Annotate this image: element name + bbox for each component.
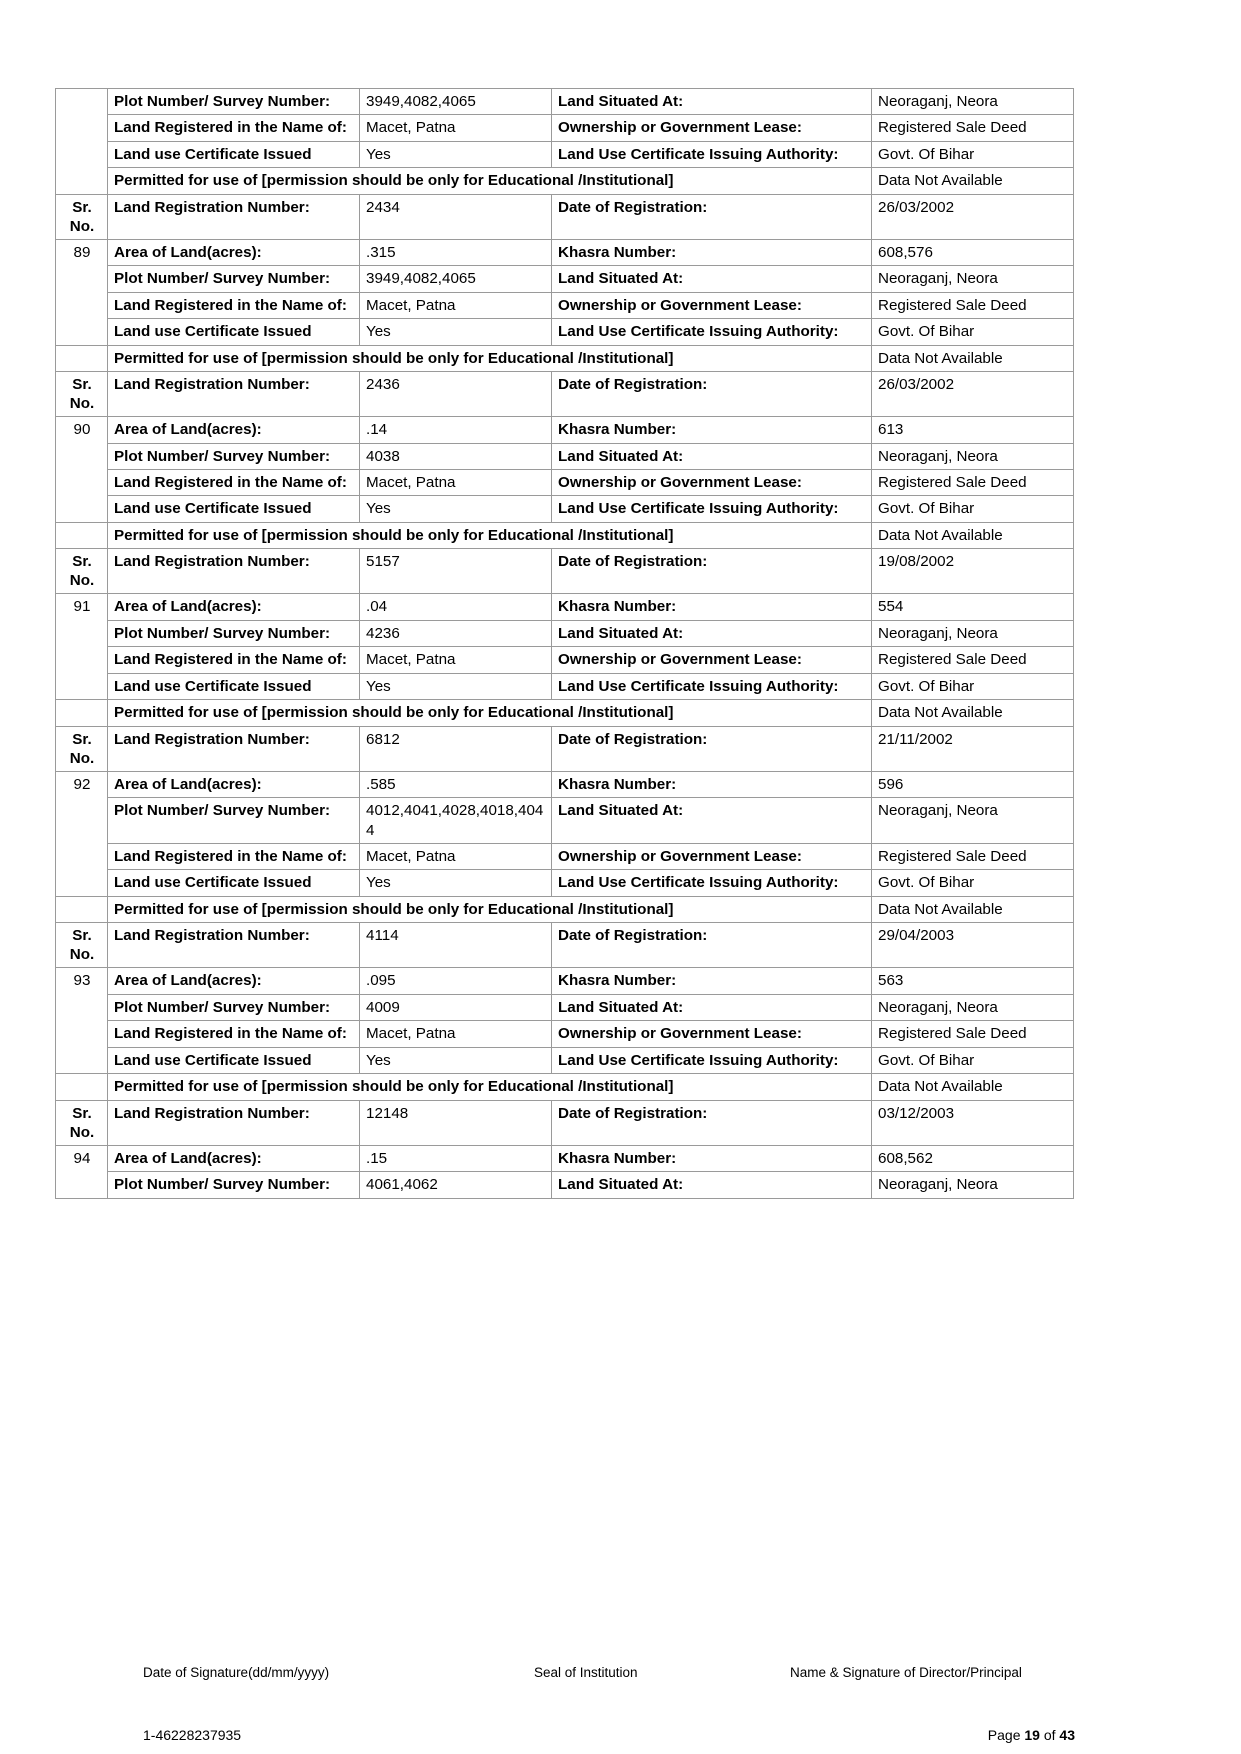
table-row (56, 843, 1074, 869)
footer-bottom-row (0, 1727, 1241, 1751)
value-land-use-certificate-authority: Govt. Of Bihar (872, 496, 1074, 522)
table-row (56, 620, 1074, 646)
table-row (56, 1100, 1074, 1145)
value-land-situated-at: Neoraganj, Neora (872, 1172, 1074, 1198)
sr-no-cell-empty (56, 700, 108, 726)
label-area-of-land: Area of Land(acres): (108, 594, 360, 620)
land-details-table (55, 88, 1074, 1199)
value-permitted-for-use: Data Not Available (872, 896, 1074, 922)
label-land-use-certificate-issued: Land use Certificate Issued (108, 141, 360, 167)
value-date-of-registration: 19/08/2002 (872, 549, 1074, 594)
value-date-of-registration: 03/12/2003 (872, 1100, 1074, 1145)
table-row (56, 700, 1074, 726)
label-land-situated-at: Land Situated At: (552, 994, 872, 1020)
value-khasra-number: 554 (872, 594, 1074, 620)
label-date-of-registration: Date of Registration: (552, 549, 872, 594)
label-khasra-number: Khasra Number: (552, 594, 872, 620)
sr-no-cell-empty (56, 345, 108, 371)
sr-no-header-cell: Sr. No. (56, 372, 108, 417)
table-row (56, 870, 1074, 896)
value-area-of-land: .04 (360, 594, 552, 620)
table-row (56, 319, 1074, 345)
value-land-registration-number: 12148 (360, 1100, 552, 1145)
label-land-registered-name: Land Registered in the Name of: (108, 115, 360, 141)
table-row (56, 726, 1074, 771)
label-date-of-registration: Date of Registration: (552, 194, 872, 239)
value-khasra-number: 613 (872, 417, 1074, 443)
label-land-situated-at: Land Situated At: (552, 443, 872, 469)
page-prefix: Page (987, 1727, 1021, 1743)
page-of: of (1043, 1727, 1056, 1743)
label-land-registered-name: Land Registered in the Name of: (108, 647, 360, 673)
label-land-registered-name: Land Registered in the Name of: (108, 469, 360, 495)
table-row (56, 1145, 1074, 1171)
label-land-use-certificate-authority: Land Use Certificate Issuing Authority: (552, 496, 872, 522)
signature-row (0, 1665, 1241, 1689)
label-area-of-land: Area of Land(acres): (108, 417, 360, 443)
table-row (56, 239, 1074, 265)
value-land-use-certificate-authority: Govt. Of Bihar (872, 673, 1074, 699)
label-plot-number: Plot Number/ Survey Number: (108, 994, 360, 1020)
label-date-of-registration: Date of Registration: (552, 372, 872, 417)
label-permitted-for-use: Permitted for use of [permission should be only for Educational /Institutional] (108, 700, 872, 726)
value-land-use-certificate-issued: Yes (360, 496, 552, 522)
label-plot-number: Plot Number/ Survey Number: (108, 266, 360, 292)
value-land-situated-at: Neoraganj, Neora (872, 798, 1074, 844)
value-plot-number: 4236 (360, 620, 552, 646)
table-row (56, 673, 1074, 699)
label-area-of-land: Area of Land(acres): (108, 1145, 360, 1171)
label-area-of-land: Area of Land(acres): (108, 239, 360, 265)
value-area-of-land: .15 (360, 1145, 552, 1171)
table-row (56, 968, 1074, 994)
value-area-of-land: .14 (360, 417, 552, 443)
table-row (56, 266, 1074, 292)
table-row (56, 1172, 1074, 1198)
sr-no-header-cell: Sr. No. (56, 549, 108, 594)
value-area-of-land: .585 (360, 771, 552, 797)
sr-no-header-cell: Sr. No. (56, 1100, 108, 1145)
label-land-registration-number: Land Registration Number: (108, 549, 360, 594)
sr-no-value: 91 (56, 594, 108, 700)
value-permitted-for-use: Data Not Available (872, 168, 1074, 194)
label-land-registered-name: Land Registered in the Name of: (108, 1021, 360, 1047)
value-area-of-land: .095 (360, 968, 552, 994)
label-land-registration-number: Land Registration Number: (108, 194, 360, 239)
label-permitted-for-use: Permitted for use of [permission should be only for Educational /Institutional] (108, 896, 872, 922)
table-row (56, 1021, 1074, 1047)
label-land-registration-number: Land Registration Number: (108, 726, 360, 771)
value-land-registered-name: Macet, Patna (360, 1021, 552, 1047)
label-land-use-certificate-authority: Land Use Certificate Issuing Authority: (552, 141, 872, 167)
label-ownership-or-lease: Ownership or Government Lease: (552, 647, 872, 673)
value-land-situated-at: Neoraganj, Neora (872, 443, 1074, 469)
seal-of-institution-label: Seal of Institution (534, 1665, 638, 1680)
value-land-use-certificate-issued: Yes (360, 141, 552, 167)
value-land-situated-at: Neoraganj, Neora (872, 89, 1074, 115)
label-land-use-certificate-authority: Land Use Certificate Issuing Authority: (552, 673, 872, 699)
table-row (56, 647, 1074, 673)
sr-no-value: 89 (56, 239, 108, 345)
value-plot-number: 3949,4082,4065 (360, 89, 552, 115)
label-permitted-for-use: Permitted for use of [permission should be only for Educational /Institutional] (108, 1074, 872, 1100)
value-permitted-for-use: Data Not Available (872, 1074, 1074, 1100)
label-date-of-registration: Date of Registration: (552, 1100, 872, 1145)
value-date-of-registration: 29/04/2003 (872, 923, 1074, 968)
value-land-use-certificate-issued: Yes (360, 1047, 552, 1073)
sr-no-header-cell: Sr. No. (56, 923, 108, 968)
value-permitted-for-use: Data Not Available (872, 700, 1074, 726)
name-signature-label: Name & Signature of Director/Principal (790, 1665, 1022, 1680)
table-row (56, 89, 1074, 115)
sr-no-cell-empty (56, 896, 108, 922)
value-date-of-registration: 26/03/2002 (872, 194, 1074, 239)
value-land-registered-name: Macet, Patna (360, 469, 552, 495)
table-row (56, 115, 1074, 141)
value-land-registration-number: 2436 (360, 372, 552, 417)
table-row (56, 896, 1074, 922)
table-row (56, 292, 1074, 318)
value-ownership-or-lease: Registered Sale Deed (872, 292, 1074, 318)
sr-no-cell-empty (56, 1074, 108, 1100)
table-row (56, 771, 1074, 797)
label-khasra-number: Khasra Number: (552, 771, 872, 797)
label-land-use-certificate-authority: Land Use Certificate Issuing Authority: (552, 319, 872, 345)
label-land-situated-at: Land Situated At: (552, 798, 872, 844)
label-ownership-or-lease: Ownership or Government Lease: (552, 469, 872, 495)
date-of-signature-label: Date of Signature(dd/mm/yyyy) (143, 1665, 330, 1680)
value-land-use-certificate-authority: Govt. Of Bihar (872, 870, 1074, 896)
table-row (56, 798, 1074, 844)
sr-no-cell-empty (56, 522, 108, 548)
value-land-use-certificate-authority: Govt. Of Bihar (872, 141, 1074, 167)
label-plot-number: Plot Number/ Survey Number: (108, 1172, 360, 1198)
value-ownership-or-lease: Registered Sale Deed (872, 843, 1074, 869)
label-permitted-for-use: Permitted for use of [permission should be only for Educational /Institutional] (108, 345, 872, 371)
label-ownership-or-lease: Ownership or Government Lease: (552, 292, 872, 318)
page-number (988, 1727, 1075, 1743)
table-row (56, 522, 1074, 548)
value-plot-number: 4061,4062 (360, 1172, 552, 1198)
label-khasra-number: Khasra Number: (552, 239, 872, 265)
value-land-registered-name: Macet, Patna (360, 647, 552, 673)
label-ownership-or-lease: Ownership or Government Lease: (552, 843, 872, 869)
value-ownership-or-lease: Registered Sale Deed (872, 1021, 1074, 1047)
value-land-registration-number: 5157 (360, 549, 552, 594)
application-number: 1-46228237935 (143, 1727, 242, 1743)
value-permitted-for-use: Data Not Available (872, 522, 1074, 548)
label-land-use-certificate-issued: Land use Certificate Issued (108, 1047, 360, 1073)
label-khasra-number: Khasra Number: (552, 417, 872, 443)
label-plot-number: Plot Number/ Survey Number: (108, 798, 360, 844)
value-khasra-number: 608,576 (872, 239, 1074, 265)
table-row (56, 141, 1074, 167)
sr-no-header-cell: Sr. No. (56, 726, 108, 771)
value-date-of-registration: 26/03/2002 (872, 372, 1074, 417)
value-date-of-registration: 21/11/2002 (872, 726, 1074, 771)
value-land-situated-at: Neoraganj, Neora (872, 620, 1074, 646)
table-row (56, 345, 1074, 371)
value-ownership-or-lease: Registered Sale Deed (872, 469, 1074, 495)
table-row (56, 1074, 1074, 1100)
label-ownership-or-lease: Ownership or Government Lease: (552, 1021, 872, 1047)
label-land-registered-name: Land Registered in the Name of: (108, 843, 360, 869)
value-khasra-number: 596 (872, 771, 1074, 797)
sr-no-value: 94 (56, 1145, 108, 1198)
value-land-use-certificate-issued: Yes (360, 319, 552, 345)
value-land-situated-at: Neoraganj, Neora (872, 994, 1074, 1020)
label-land-use-certificate-authority: Land Use Certificate Issuing Authority: (552, 870, 872, 896)
value-plot-number: 4009 (360, 994, 552, 1020)
table-row (56, 496, 1074, 522)
sr-no-value: 90 (56, 417, 108, 523)
table-row (56, 469, 1074, 495)
label-land-use-certificate-issued: Land use Certificate Issued (108, 870, 360, 896)
table-row (56, 194, 1074, 239)
table-row (56, 1047, 1074, 1073)
label-area-of-land: Area of Land(acres): (108, 968, 360, 994)
value-permitted-for-use: Data Not Available (872, 345, 1074, 371)
label-land-registered-name: Land Registered in the Name of: (108, 292, 360, 318)
label-permitted-for-use: Permitted for use of [permission should be only for Educational /Institutional] (108, 168, 872, 194)
label-land-registration-number: Land Registration Number: (108, 1100, 360, 1145)
value-land-registered-name: Macet, Patna (360, 292, 552, 318)
page-current: 19 (1024, 1727, 1040, 1743)
label-land-situated-at: Land Situated At: (552, 266, 872, 292)
value-land-use-certificate-authority: Govt. Of Bihar (872, 1047, 1074, 1073)
table-row (56, 594, 1074, 620)
label-permitted-for-use: Permitted for use of [permission should be only for Educational /Institutional] (108, 522, 872, 548)
sr-no-value: 93 (56, 968, 108, 1074)
label-land-situated-at: Land Situated At: (552, 1172, 872, 1198)
value-land-use-certificate-issued: Yes (360, 673, 552, 699)
value-land-use-certificate-issued: Yes (360, 870, 552, 896)
sr-no-cell-empty (56, 89, 108, 195)
sr-no-header-cell: Sr. No. (56, 194, 108, 239)
value-khasra-number: 563 (872, 968, 1074, 994)
label-date-of-registration: Date of Registration: (552, 923, 872, 968)
table-row (56, 549, 1074, 594)
label-land-use-certificate-issued: Land use Certificate Issued (108, 496, 360, 522)
value-area-of-land: .315 (360, 239, 552, 265)
value-land-registration-number: 2434 (360, 194, 552, 239)
value-ownership-or-lease: Registered Sale Deed (872, 115, 1074, 141)
value-land-registration-number: 6812 (360, 726, 552, 771)
label-plot-number: Plot Number/ Survey Number: (108, 620, 360, 646)
label-land-registration-number: Land Registration Number: (108, 372, 360, 417)
table-row (56, 443, 1074, 469)
label-land-use-certificate-issued: Land use Certificate Issued (108, 673, 360, 699)
label-khasra-number: Khasra Number: (552, 1145, 872, 1171)
page-total: 43 (1059, 1727, 1075, 1743)
label-land-registration-number: Land Registration Number: (108, 923, 360, 968)
value-land-situated-at: Neoraganj, Neora (872, 266, 1074, 292)
value-khasra-number: 608,562 (872, 1145, 1074, 1171)
table-row (56, 994, 1074, 1020)
value-plot-number: 3949,4082,4065 (360, 266, 552, 292)
table-row (56, 923, 1074, 968)
land-details-table-container (55, 88, 1073, 1199)
label-area-of-land: Area of Land(acres): (108, 771, 360, 797)
table-row (56, 372, 1074, 417)
table-row (56, 168, 1074, 194)
label-plot-number: Plot Number/ Survey Number: (108, 89, 360, 115)
value-land-registered-name: Macet, Patna (360, 115, 552, 141)
value-plot-number: 4038 (360, 443, 552, 469)
table-row (56, 417, 1074, 443)
label-ownership-or-lease: Ownership or Government Lease: (552, 115, 872, 141)
table-body (56, 89, 1074, 1199)
label-date-of-registration: Date of Registration: (552, 726, 872, 771)
value-plot-number: 4012,4041,4028,4018,4044 (360, 798, 552, 844)
value-land-registered-name: Macet, Patna (360, 843, 552, 869)
label-plot-number: Plot Number/ Survey Number: (108, 443, 360, 469)
label-khasra-number: Khasra Number: (552, 968, 872, 994)
label-land-situated-at: Land Situated At: (552, 620, 872, 646)
label-land-use-certificate-authority: Land Use Certificate Issuing Authority: (552, 1047, 872, 1073)
value-ownership-or-lease: Registered Sale Deed (872, 647, 1074, 673)
label-land-use-certificate-issued: Land use Certificate Issued (108, 319, 360, 345)
label-land-situated-at: Land Situated At: (552, 89, 872, 115)
sr-no-value: 92 (56, 771, 108, 896)
value-land-registration-number: 4114 (360, 923, 552, 968)
value-land-use-certificate-authority: Govt. Of Bihar (872, 319, 1074, 345)
